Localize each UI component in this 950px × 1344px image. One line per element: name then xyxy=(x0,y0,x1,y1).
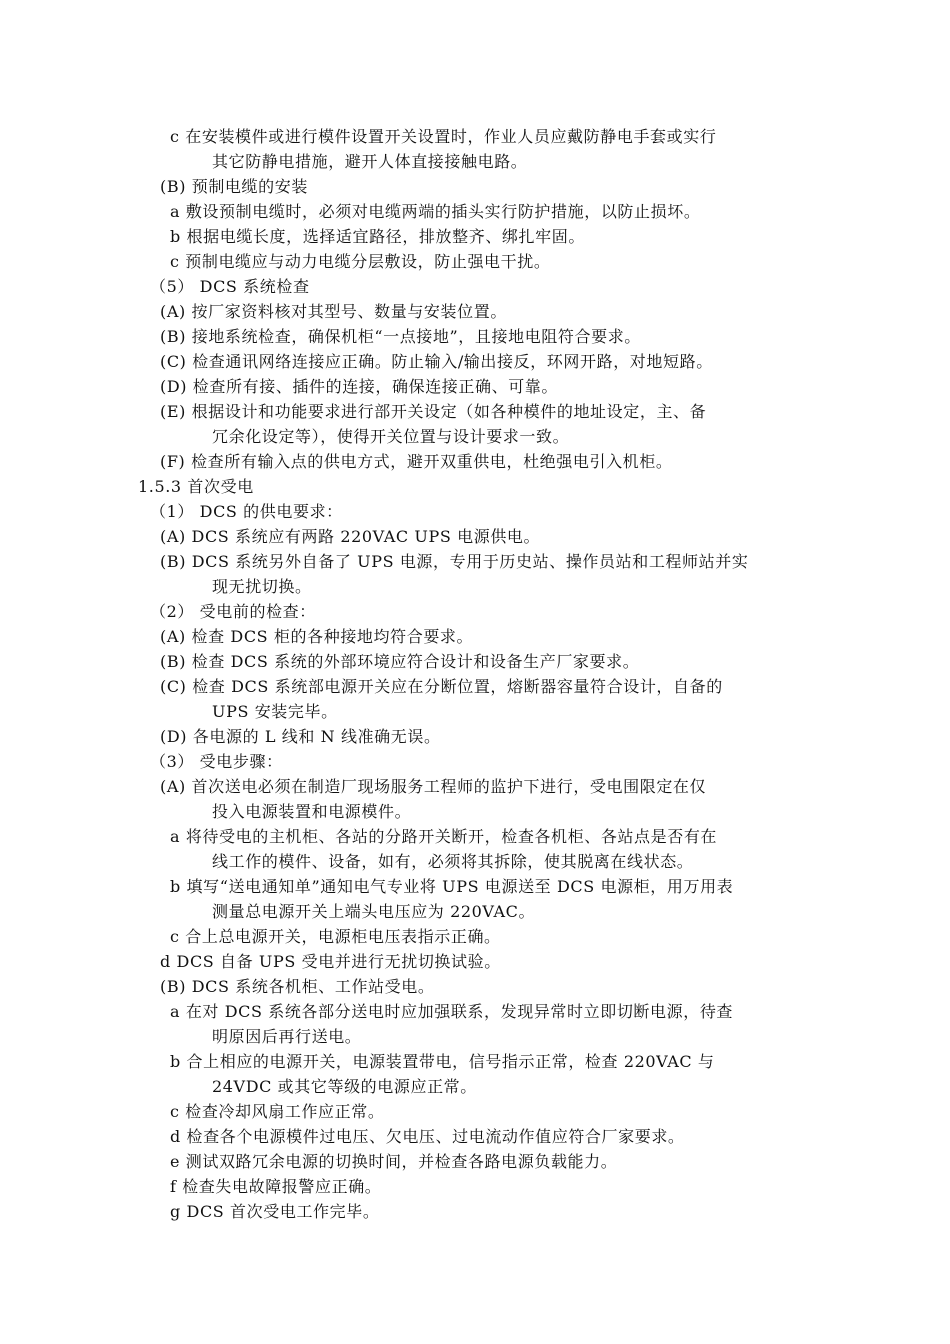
text-line: 测量总电源开关上端头电压应为 220VAC。 xyxy=(212,902,536,921)
text-line: (B) 检查 DCS 系统的外部环境应符合设计和设备生产厂家要求。 xyxy=(160,652,640,671)
text-line: b 根据电缆长度，选择适宜路径，排放整齐、绑扎牢固。 xyxy=(170,227,585,246)
text-line: (B) 接地系统检查，确保机柜“一点接地”，且接地电阻符合要求。 xyxy=(160,327,641,346)
text-line: （2） 受电前的检查： xyxy=(150,602,316,621)
text-line: a 将待受电的主机柜、各站的分路开关断开，检查各机柜、各站点是否有在 xyxy=(170,827,718,846)
text-line: UPS 安装完毕。 xyxy=(212,702,338,721)
text-line: e 测试双路冗余电源的切换时间，并检查各路电源负载能力。 xyxy=(170,1152,618,1171)
text-line: (A) 检查 DCS 柜的各种接地均符合要求。 xyxy=(160,627,474,646)
text-line: 明原因后再行送电。 xyxy=(212,1027,362,1046)
text-line: c 检查冷却风扇工作应正常。 xyxy=(170,1102,385,1121)
text-line: （3） 受电步骤： xyxy=(150,752,283,771)
text-line: b 合上相应的电源开关，电源装置带电，信号指示正常，检查 220VAC 与 xyxy=(170,1052,715,1071)
section-heading: 1.5.3 首次受电 xyxy=(138,477,254,496)
text-line: a 在对 DCS 系统各部分送电时应加强联系，发现异常时立即切断电源，待查 xyxy=(170,1002,734,1021)
text-line: （1） DCS 的供电要求： xyxy=(150,502,343,521)
text-line: a 敷设预制电缆时，必须对电缆两端的插头实行防护措施，以防止损坏。 xyxy=(170,202,701,221)
text-line: 线工作的模件、设备，如有，必须将其拆除，使其脱离在线状态。 xyxy=(212,852,694,871)
text-line: f 检查失电故障报警应正确。 xyxy=(170,1177,382,1196)
text-line: (A) 首次送电必须在制造厂现场服务工程师的监护下进行，受电围限定在仅 xyxy=(160,777,707,796)
text-line: c 在安装模件或进行模件设置开关设置时，作业人员应戴防静电手套或实行 xyxy=(170,127,717,146)
text-line: (D) 检查所有接、插件的连接，确保连接正确、可靠。 xyxy=(160,377,558,396)
text-line: (F) 检查所有输入点的供电方式，避开双重供电，杜绝强电引入机柜。 xyxy=(160,452,673,471)
text-line: (A) 按厂家资料核对其型号、数量与安装位置。 xyxy=(160,302,507,321)
text-line: d 检查各个电源模件过电压、欠电压、过电流动作值应符合厂家要求。 xyxy=(170,1127,685,1146)
text-line: g DCS 首次受电工作完毕。 xyxy=(170,1202,380,1221)
text-line: (B) DCS 系统另外自备了 UPS 电源，专用于历史站、操作员站和工程师站并实 xyxy=(160,552,749,571)
text-line: c 合上总电源开关，电源柜电压表指示正确。 xyxy=(170,927,501,946)
text-line: 冗余化设定等），使得开关位置与设计要求一致。 xyxy=(212,427,570,446)
text-line: (C) 检查 DCS 系统部电源开关应在分断位置，熔断器容量符合设计，自备的 xyxy=(160,677,723,696)
text-line: c 预制电缆应与动力电缆分层敷设，防止强电干扰。 xyxy=(170,252,551,271)
text-line: （5） DCS 系统检查 xyxy=(150,277,310,296)
text-line: b 填写“送电通知单”通知电气专业将 UPS 电源送至 DCS 电源柜，用万用表 xyxy=(170,877,734,896)
text-line: 24VDC 或其它等级的电源应正常。 xyxy=(212,1077,477,1096)
text-line: (A) DCS 系统应有两路 220VAC UPS 电源供电。 xyxy=(160,527,541,546)
text-line: (C) 检查通讯网络连接应正确。防止输入/输出接反，环网开路，对地短路。 xyxy=(160,352,713,371)
text-line: (D) 各电源的 L 线和 N 线准确无误。 xyxy=(160,727,441,746)
text-line: d DCS 自备 UPS 受电并进行无扰切换试验。 xyxy=(160,952,501,971)
text-line: 现无扰切换。 xyxy=(212,577,312,596)
text-line: (B) DCS 系统各机柜、工作站受电。 xyxy=(160,977,435,996)
text-line: 投入电源装置和电源模件。 xyxy=(212,802,412,821)
text-line: (E) 根据设计和功能要求进行部开关设定（如各种模件的地址设定，主、备 xyxy=(160,402,707,421)
text-line: (B) 预制电缆的安装 xyxy=(160,177,308,196)
text-line: 其它防静电措施，避开人体直接接触电路。 xyxy=(212,152,528,171)
